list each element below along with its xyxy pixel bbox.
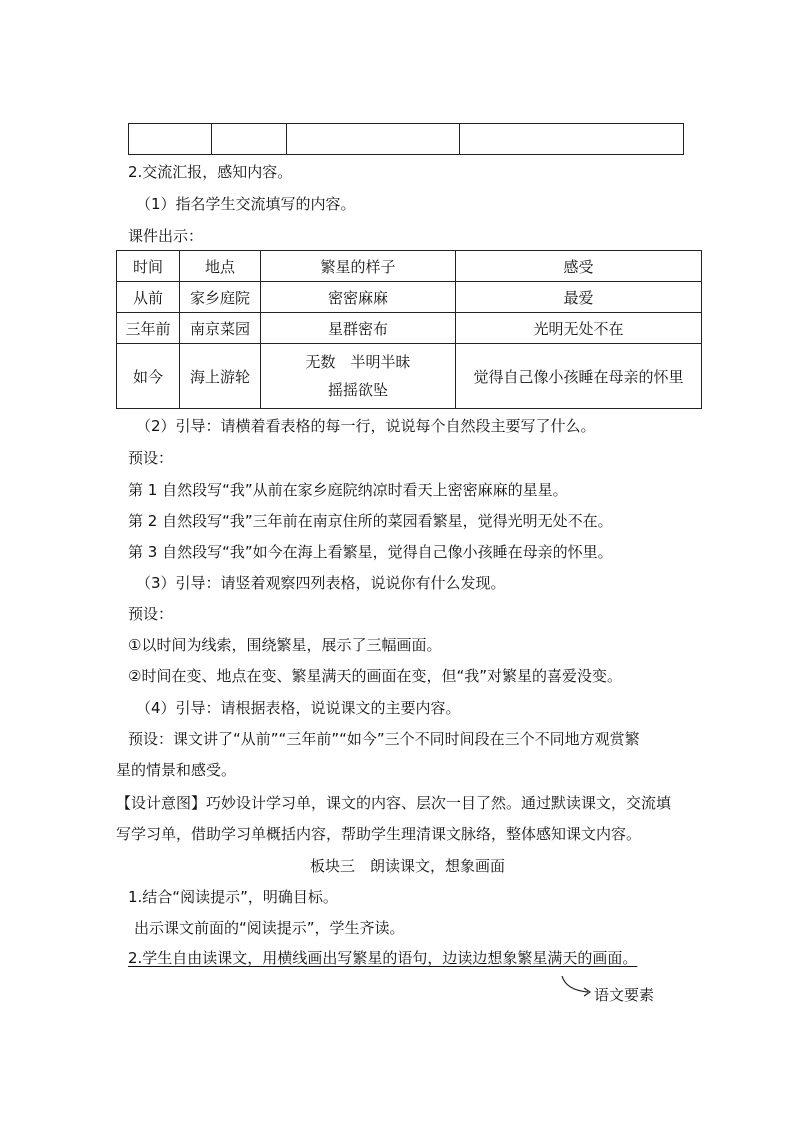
table-cell — [212, 124, 287, 155]
cell-time: 从前 — [117, 282, 180, 313]
block-3-item-1-sub: 出示课文前面的“阅读提示”，学生齐读。 — [134, 919, 405, 937]
section-2-title: 2.交流汇报，感知内容。 — [128, 163, 293, 181]
cell-look: 星群密布 — [261, 313, 456, 344]
step-2: （2）引导：请横着看表格的每一行，说说每个自然段主要写了什么。 — [136, 417, 596, 435]
cell-place: 家乡庭院 — [180, 282, 261, 313]
table-row — [117, 344, 702, 409]
header-look: 繁星的样子 — [261, 251, 456, 282]
cell-look-line: 摇摇欲坠 — [327, 381, 388, 399]
para-summary-2: 第 2 自然段写“我”三年前在南京住所的菜园看繁星，觉得光明无处不在。 — [128, 512, 613, 530]
header-feel: 感受 — [456, 251, 702, 282]
table-row — [117, 282, 702, 313]
preset-label: 预设： — [128, 449, 174, 467]
cell-time: 如今 — [117, 344, 180, 409]
para-summary-1: 第 1 自然段写“我”从前在家乡庭院纳凉时看天上密密麻麻的星星。 — [128, 481, 568, 499]
annotation-label: 语文要素 — [594, 986, 655, 1004]
table-header-row — [117, 251, 702, 282]
table-cell — [129, 124, 212, 155]
top-table-fragment — [128, 123, 684, 155]
cell-place: 南京菜园 — [180, 313, 261, 344]
step-3: （3）引导：请竖着观察四列表格，说说你有什么发现。 — [136, 574, 506, 592]
preset-content-line: 预设：课文讲了“从前”“三年前”“如今”三个不同时间段在三个不同地方观赏繁 — [128, 730, 640, 748]
cell-feel: 觉得自己像小孩睡在母亲的怀里 — [456, 344, 702, 409]
block-3-title: 板块三 朗读课文，想象画面 — [310, 857, 506, 875]
design-intent-line: 写学习单，借助学习单概括内容，帮助学生理清课文脉络，整体感知课文内容。 — [116, 825, 642, 843]
annotation-arrow-icon — [560, 974, 594, 1000]
stars-table — [116, 250, 702, 409]
header-place: 地点 — [180, 251, 261, 282]
cell-look: 密密麻麻 — [261, 282, 456, 313]
table-row — [129, 124, 684, 155]
table-row — [117, 313, 702, 344]
design-intent-line: 【设计意图】巧妙设计学习单，课文的内容、层次一目了然。通过默读课文，交流填 — [116, 794, 672, 812]
preset-content-line: 星的情景和感受。 — [116, 761, 237, 779]
cell-look — [261, 344, 456, 409]
cell-feel: 光明无处不在 — [456, 313, 702, 344]
cell-look-line: 无数 半明半昧 — [305, 353, 411, 371]
cell-feel: 最爱 — [456, 282, 702, 313]
cell-time: 三年前 — [117, 313, 180, 344]
block-3-item-2: 2.学生自由读课文，用横线画出写繁星的语句，边读边想象繁星满天的画面。 — [128, 949, 638, 967]
courseware-label: 课件出示： — [128, 227, 204, 245]
table-cell — [460, 124, 684, 155]
step-1: （1）指名学生交流填写的内容。 — [136, 195, 356, 213]
block-3-item-1: 1.结合“阅读提示”，明确目标。 — [128, 888, 338, 906]
cell-place: 海上游轮 — [180, 344, 261, 409]
table-cell — [287, 124, 460, 155]
header-time: 时间 — [117, 251, 180, 282]
step-4: （4）引导：请根据表格，说说课文的主要内容。 — [136, 699, 461, 717]
finding-1: ①以时间为线索，围绕繁星，展示了三幅画面。 — [128, 636, 442, 654]
para-summary-3: 第 3 自然段写“我”如今在海上看繁星，觉得自己像小孩睡在母亲的怀里。 — [128, 543, 613, 561]
finding-2: ②时间在变、地点在变、繁星满天的画面在变，但“我”对繁星的喜爱没变。 — [128, 667, 622, 685]
preset-label: 预设： — [128, 605, 174, 623]
